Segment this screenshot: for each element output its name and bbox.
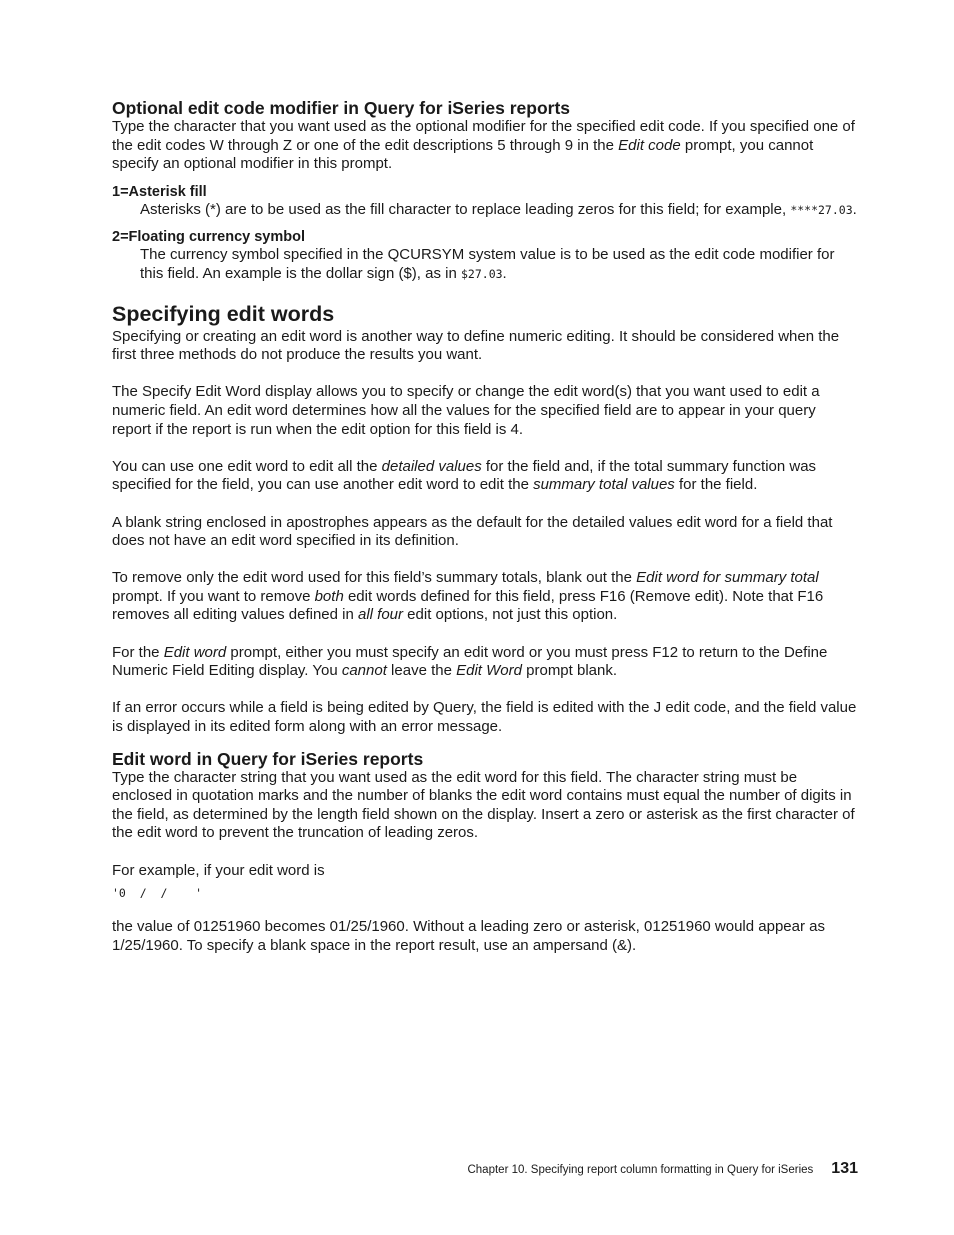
edit-word-query-paragraph-3: the value of 01251960 becomes 01/25/1960. Without a leading zero or asterisk, 01251960 would appear as 1/25/1960. To specify a blank space in the report result, use an ampersand (&). [112, 918, 825, 954]
term-floating-currency: 2=Floating currency symbol [112, 229, 305, 246]
section-heading-edit-word-query: Edit word in Query for iSeries reports [112, 748, 424, 769]
section-heading-edit-code-modifier: Optional edit code modifier in Query for iSeries reports [112, 98, 571, 118]
edit-word-example-intro: For example, if your edit word is [112, 861, 325, 879]
edit-words-paragraph-6: For the Edit word prompt, either you must specify an edit word or you must press F12 to return to the Define Numeric Field Editing display. You cannot leave the Edit Word prompt blank. [112, 643, 828, 680]
edit-words-paragraph-3: You can use one edit word to edit all the detailed values for the field and, if the total summary function was specified for the field, you can use another edit word to edit the summary total values for the field. [112, 457, 817, 494]
term-asterisk-fill: 1=Asterisk fill [112, 183, 207, 200]
edit-words-paragraph-4: A blank string enclosed in apostrophes appears as the default for the detailed values edit word for a field that does not have an edit word specified in its definition. [112, 513, 833, 550]
edit-word-query-paragraph-1: Type the character string that you want used as the edit word for this field. The character string must be enclosed in quotation marks and the number of blanks the edit word contains must equal the number of digits in the field, as determined by the length field shown on the display. Insert a zero or asterisk as the first character of the edit word to prevent the truncation of leading zeros. [112, 768, 855, 842]
page-number: 131 [831, 1160, 858, 1177]
edit-words-paragraph-2: The Specify Edit Word display allows you to specify or change the edit word(s) that you want used to edit a numeric field. An edit word determines how all the values for the specified field are to appear in your query report if the report is run when the edit option for this field is 4. [112, 383, 820, 438]
edit-word-example-code: '0 / / ' [112, 886, 203, 901]
definition-floating-currency: The currency symbol specified in the QCURSYM system value is to be used as the edit code modifier for this field. An example is the dollar sign ($), as in $27.03. [140, 246, 835, 282]
page-content [112, 98, 858, 955]
footer-chapter-title: Chapter 10. Specifying report column formatting in Query for iSeries [467, 1164, 814, 1176]
page-footer [467, 1160, 858, 1178]
edit-words-paragraph-5: To remove only the edit word used for this field’s summary totals, blank out the Edit word for summary total prompt. If you want to remove both edit words defined for this field, press F16 (Remove edit). Note that F16 removes all editing values defined in all four edit options, not just this option. [112, 569, 824, 624]
edit-words-paragraph-7: If an error occurs while a field is being edited by Query, the field is edited with the J edit code, and the field value is displayed in its edited form along with an error message. [112, 699, 857, 736]
edit-words-paragraph-1: Specifying or creating an edit word is another way to define numeric editing. It should be considered when the first three methods do not produce the results you want. [112, 327, 840, 364]
section-heading-specifying-edit-words: Specifying edit words [112, 301, 335, 326]
edit-code-modifier-paragraph: Type the character that you want used as the optional modifier for the specified edit code. If you specified one of the edit codes W through Z or one of the edit descriptions 5 through 9 in the Edit code prompt, you cannot specify an optional modifier in this prompt. [112, 118, 855, 173]
definition-asterisk-fill: Asterisks (*) are to be used as the fill character to replace leading zeros for this field; for example, ****27.03. [140, 200, 857, 218]
